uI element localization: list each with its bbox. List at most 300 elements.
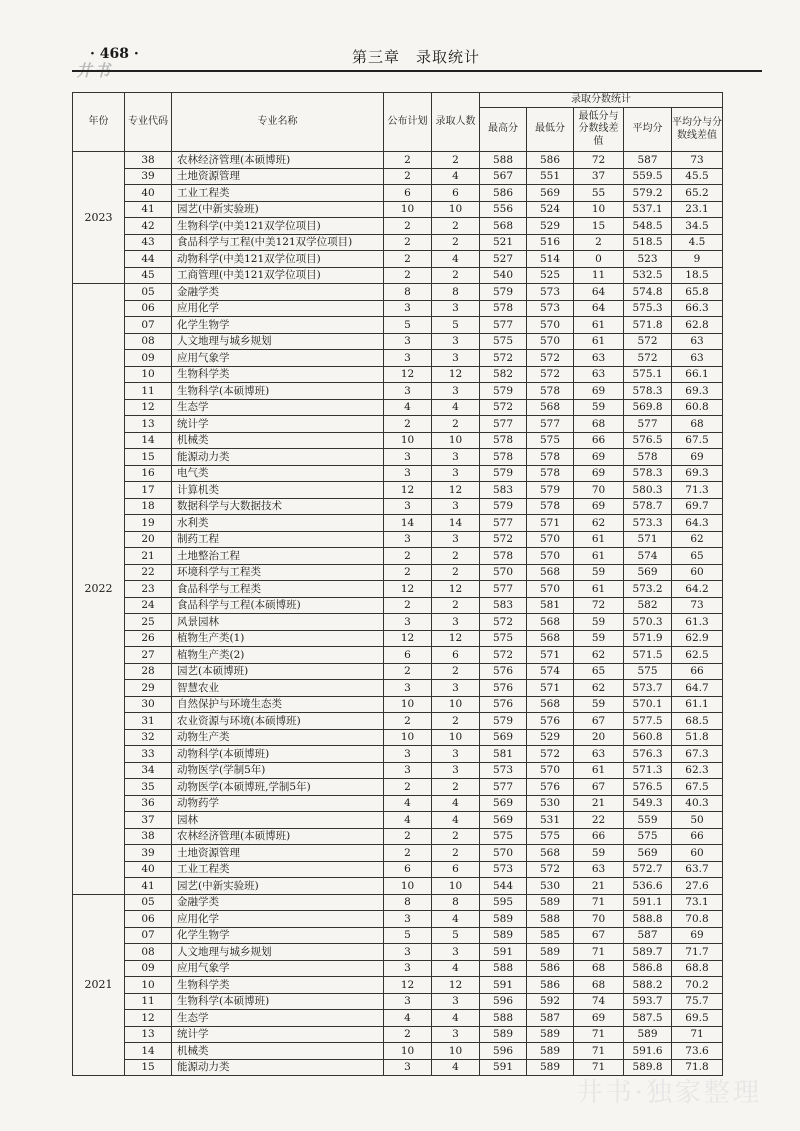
plan-cell: 2 [384,251,432,268]
plan-cell: 3 [384,449,432,466]
table-header [73,93,723,152]
code-cell: 38 [125,828,172,845]
min-diff-cell: 72 [574,152,624,169]
plan-cell: 2 [384,828,432,845]
min-diff-cell: 59 [574,614,624,631]
min-cell: 571 [527,647,574,664]
admitted-cell: 3 [432,333,480,350]
avg-diff-cell: 63 [672,333,723,350]
code-cell: 14 [125,1043,172,1060]
min-cell: 578 [527,449,574,466]
plan-cell: 6 [384,185,432,202]
admitted-cell: 2 [432,828,480,845]
name-cell: 动物药学 [172,795,384,812]
min-cell: 568 [527,696,574,713]
table-row [73,284,723,301]
name-cell: 农林经济管理(本硕博班) [172,828,384,845]
max-cell: 577 [480,779,527,796]
header-admitted: 录取人数 [432,93,480,152]
table-row [73,185,723,202]
name-cell: 动物医学(本硕博班,学制5年) [172,779,384,796]
min-diff-cell: 71 [574,894,624,911]
max-cell: 576 [480,663,527,680]
avg-cell: 593.7 [624,993,672,1010]
avg-diff-cell: 69 [672,449,723,466]
admitted-cell: 2 [432,218,480,235]
min-diff-cell: 64 [574,300,624,317]
name-cell: 自然保护与环境生态类 [172,696,384,713]
header-max: 最高分 [480,108,527,152]
plan-cell: 10 [384,201,432,218]
table-row [73,251,723,268]
avg-cell: 573.3 [624,515,672,532]
admitted-cell: 5 [432,927,480,944]
min-cell: 586 [527,960,574,977]
max-cell: 569 [480,812,527,829]
max-cell: 589 [480,911,527,928]
header-avg-diff: 平均分与分数线差值 [672,108,723,152]
min-diff-cell: 63 [574,366,624,383]
name-cell: 人文地理与城乡规划 [172,333,384,350]
page-number: · 468 · [90,46,139,62]
name-cell: 土地资源管理 [172,168,384,185]
table-row [73,531,723,548]
max-cell: 575 [480,828,527,845]
table-row [73,432,723,449]
name-cell: 应用气象学 [172,350,384,367]
code-cell: 17 [125,482,172,499]
admitted-cell: 2 [432,267,480,284]
table-row [73,399,723,416]
name-cell: 生物科学(本硕博班) [172,383,384,400]
name-cell: 应用气象学 [172,960,384,977]
min-diff-cell: 69 [574,465,624,482]
name-cell: 植物生产类(2) [172,647,384,664]
code-cell: 11 [125,383,172,400]
plan-cell: 10 [384,878,432,895]
min-cell: 572 [527,350,574,367]
table-row [73,1026,723,1043]
plan-cell: 3 [384,746,432,763]
table-row [73,597,723,614]
avg-cell: 578.7 [624,498,672,515]
min-diff-cell: 59 [574,630,624,647]
min-cell: 530 [527,878,574,895]
code-cell: 39 [125,845,172,862]
admitted-cell: 6 [432,861,480,878]
avg-diff-cell: 70.8 [672,911,723,928]
code-cell: 18 [125,498,172,515]
plan-cell: 2 [384,1026,432,1043]
min-cell: 514 [527,251,574,268]
min-diff-cell: 72 [574,597,624,614]
name-cell: 土地整治工程 [172,548,384,565]
name-cell: 能源动力类 [172,1059,384,1076]
avg-diff-cell: 67.5 [672,432,723,449]
watermark-text: 井书·独家整理 [576,1078,762,1108]
admitted-cell: 10 [432,1043,480,1060]
avg-diff-cell: 40.3 [672,795,723,812]
brand-mark: 井书 [76,61,113,80]
plan-cell: 3 [384,614,432,631]
name-cell: 智慧农业 [172,680,384,697]
code-cell: 07 [125,317,172,334]
min-cell: 575 [527,828,574,845]
admitted-cell: 3 [432,449,480,466]
admitted-cell: 2 [432,779,480,796]
avg-cell: 576.5 [624,779,672,796]
table-row [73,366,723,383]
table-row [73,944,723,961]
max-cell: 588 [480,960,527,977]
table-row [73,383,723,400]
avg-cell: 591.6 [624,1043,672,1060]
plan-cell: 12 [384,482,432,499]
max-cell: 589 [480,927,527,944]
avg-diff-cell: 69.3 [672,383,723,400]
avg-diff-cell: 66.3 [672,300,723,317]
min-cell: 570 [527,531,574,548]
avg-diff-cell: 70.2 [672,977,723,994]
plan-cell: 2 [384,597,432,614]
max-cell: 579 [480,383,527,400]
code-cell: 16 [125,465,172,482]
min-diff-cell: 61 [574,762,624,779]
min-cell: 586 [527,977,574,994]
min-diff-cell: 62 [574,515,624,532]
name-cell: 园艺(本硕博班) [172,663,384,680]
plan-cell: 2 [384,416,432,433]
admitted-cell: 12 [432,630,480,647]
name-cell: 应用化学 [172,911,384,928]
plan-cell: 8 [384,894,432,911]
code-cell: 15 [125,1059,172,1076]
min-cell: 568 [527,630,574,647]
admitted-cell: 4 [432,251,480,268]
admitted-cell: 3 [432,944,480,961]
avg-cell: 569 [624,564,672,581]
avg-diff-cell: 73 [672,152,723,169]
min-diff-cell: 70 [574,911,624,928]
min-diff-cell: 61 [574,581,624,598]
max-cell: 579 [480,498,527,515]
plan-cell: 10 [384,1043,432,1060]
avg-diff-cell: 68.5 [672,713,723,730]
table-row [73,218,723,235]
table-body [73,152,723,1076]
name-cell: 人文地理与城乡规划 [172,944,384,961]
admitted-cell: 3 [432,383,480,400]
min-cell: 570 [527,317,574,334]
name-cell: 动物生产类 [172,729,384,746]
code-cell: 08 [125,944,172,961]
plan-cell: 3 [384,350,432,367]
avg-diff-cell: 9 [672,251,723,268]
table-row [73,548,723,565]
min-diff-cell: 20 [574,729,624,746]
name-cell: 统计学 [172,416,384,433]
name-cell: 食品科学与工程类 [172,581,384,598]
name-cell: 农林经济管理(本硕博班) [172,152,384,169]
plan-cell: 2 [384,548,432,565]
table-row [73,911,723,928]
min-cell: 572 [527,861,574,878]
avg-diff-cell: 69.3 [672,465,723,482]
avg-diff-cell: 60 [672,564,723,581]
min-diff-cell: 61 [574,333,624,350]
avg-diff-cell: 64.2 [672,581,723,598]
avg-cell: 575 [624,828,672,845]
avg-cell: 582 [624,597,672,614]
table-row [73,614,723,631]
plan-cell: 2 [384,845,432,862]
avg-cell: 572 [624,350,672,367]
name-cell: 能源动力类 [172,449,384,466]
table-row [73,828,723,845]
min-diff-cell: 55 [574,185,624,202]
code-cell: 09 [125,960,172,977]
code-cell: 29 [125,680,172,697]
admitted-cell: 3 [432,350,480,367]
admitted-cell: 10 [432,729,480,746]
plan-cell: 3 [384,498,432,515]
avg-cell: 537.1 [624,201,672,218]
min-diff-cell: 63 [574,746,624,763]
table-row [73,927,723,944]
min-cell: 589 [527,1059,574,1076]
code-cell: 21 [125,548,172,565]
plan-cell: 3 [384,531,432,548]
name-cell: 数据科学与大数据技术 [172,498,384,515]
avg-diff-cell: 64.3 [672,515,723,532]
code-cell: 06 [125,300,172,317]
table-row [73,449,723,466]
min-cell: 568 [527,399,574,416]
admitted-cell: 10 [432,878,480,895]
avg-cell: 559 [624,812,672,829]
min-diff-cell: 71 [574,1026,624,1043]
table-row [73,680,723,697]
page-header [72,0,762,84]
min-diff-cell: 67 [574,779,624,796]
table-row [73,779,723,796]
admission-table-container [72,92,723,1076]
min-diff-cell: 67 [574,927,624,944]
min-cell: 529 [527,218,574,235]
min-cell: 587 [527,1010,574,1027]
admitted-cell: 5 [432,317,480,334]
min-cell: 585 [527,927,574,944]
max-cell: 568 [480,218,527,235]
plan-cell: 3 [384,383,432,400]
code-cell: 12 [125,399,172,416]
min-cell: 581 [527,597,574,614]
code-cell: 36 [125,795,172,812]
code-cell: 26 [125,630,172,647]
min-cell: 529 [527,729,574,746]
min-diff-cell: 59 [574,399,624,416]
admitted-cell: 2 [432,845,480,862]
avg-cell: 548.5 [624,218,672,235]
max-cell: 596 [480,993,527,1010]
avg-cell: 569 [624,845,672,862]
avg-cell: 578 [624,449,672,466]
min-diff-cell: 66 [574,828,624,845]
avg-cell: 573.7 [624,680,672,697]
name-cell: 工业工程类 [172,185,384,202]
code-cell: 05 [125,284,172,301]
name-cell: 动物科学(中美121双学位项目) [172,251,384,268]
plan-cell: 4 [384,795,432,812]
max-cell: 572 [480,614,527,631]
avg-cell: 587 [624,927,672,944]
min-cell: 524 [527,201,574,218]
avg-cell: 589.8 [624,1059,672,1076]
name-cell: 工商管理(中美121双学位项目) [172,267,384,284]
admitted-cell: 2 [432,597,480,614]
name-cell: 环境科学与工程类 [172,564,384,581]
code-cell: 31 [125,713,172,730]
min-diff-cell: 37 [574,168,624,185]
min-cell: 576 [527,713,574,730]
min-cell: 568 [527,614,574,631]
plan-cell: 12 [384,977,432,994]
admitted-cell: 3 [432,531,480,548]
avg-cell: 518.5 [624,234,672,251]
min-cell: 572 [527,366,574,383]
avg-diff-cell: 18.5 [672,267,723,284]
min-diff-cell: 68 [574,416,624,433]
avg-diff-cell: 45.5 [672,168,723,185]
code-cell: 25 [125,614,172,631]
name-cell: 制药工程 [172,531,384,548]
min-diff-cell: 67 [574,713,624,730]
admitted-cell: 2 [432,152,480,169]
avg-diff-cell: 23.1 [672,201,723,218]
avg-diff-cell: 68.8 [672,960,723,977]
avg-cell: 588.8 [624,911,672,928]
avg-cell: 572.7 [624,861,672,878]
min-cell: 525 [527,267,574,284]
table-row [73,812,723,829]
plan-cell: 5 [384,317,432,334]
name-cell: 风景园林 [172,614,384,631]
max-cell: 577 [480,581,527,598]
name-cell: 园艺(中新实验班) [172,201,384,218]
code-cell: 39 [125,168,172,185]
code-cell: 37 [125,812,172,829]
table-row [73,713,723,730]
avg-cell: 574 [624,548,672,565]
admitted-cell: 4 [432,911,480,928]
chapter-title: 第三章 录取统计 [352,48,481,66]
admitted-cell: 8 [432,894,480,911]
max-cell: 579 [480,713,527,730]
name-cell: 统计学 [172,1026,384,1043]
min-diff-cell: 62 [574,680,624,697]
plan-cell: 2 [384,218,432,235]
name-cell: 园艺(中新实验班) [172,878,384,895]
avg-cell: 574.8 [624,284,672,301]
name-cell: 动物医学(学制5年) [172,762,384,779]
code-cell: 41 [125,878,172,895]
year-cell: 2023 [73,152,125,284]
admitted-cell: 2 [432,416,480,433]
min-cell: 572 [527,746,574,763]
plan-cell: 2 [384,564,432,581]
avg-diff-cell: 62.8 [672,317,723,334]
plan-cell: 2 [384,234,432,251]
max-cell: 591 [480,1059,527,1076]
table-row [73,663,723,680]
min-diff-cell: 69 [574,449,624,466]
name-cell: 生物科学类 [172,366,384,383]
code-cell: 19 [125,515,172,532]
avg-cell: 571.8 [624,317,672,334]
avg-diff-cell: 4.5 [672,234,723,251]
name-cell: 生物科学(中美121双学位项目) [172,218,384,235]
avg-cell: 577.5 [624,713,672,730]
avg-diff-cell: 66.1 [672,366,723,383]
plan-cell: 4 [384,812,432,829]
code-cell: 08 [125,333,172,350]
plan-cell: 3 [384,762,432,779]
avg-diff-cell: 65 [672,548,723,565]
min-diff-cell: 63 [574,861,624,878]
avg-cell: 587 [624,152,672,169]
admitted-cell: 2 [432,234,480,251]
avg-cell: 572 [624,333,672,350]
avg-cell: 523 [624,251,672,268]
code-cell: 12 [125,1010,172,1027]
max-cell: 573 [480,762,527,779]
min-diff-cell: 66 [574,432,624,449]
name-cell: 植物生产类(1) [172,630,384,647]
avg-cell: 571 [624,531,672,548]
code-cell: 33 [125,746,172,763]
min-cell: 574 [527,663,574,680]
admitted-cell: 3 [432,993,480,1010]
admitted-cell: 3 [432,614,480,631]
table-row [73,498,723,515]
header-year: 年份 [73,93,125,152]
max-cell: 581 [480,746,527,763]
min-diff-cell: 63 [574,350,624,367]
plan-cell: 3 [384,993,432,1010]
name-cell: 生物科学类 [172,977,384,994]
name-cell: 土地资源管理 [172,845,384,862]
code-cell: 13 [125,416,172,433]
code-cell: 14 [125,432,172,449]
avg-diff-cell: 69 [672,927,723,944]
avg-diff-cell: 67.3 [672,746,723,763]
table-row [73,894,723,911]
min-cell: 569 [527,185,574,202]
avg-diff-cell: 66 [672,663,723,680]
plan-cell: 4 [384,399,432,416]
code-cell: 20 [125,531,172,548]
max-cell: 540 [480,267,527,284]
admission-statistics-table [72,92,723,1076]
plan-cell: 6 [384,647,432,664]
code-cell: 09 [125,350,172,367]
plan-cell: 12 [384,630,432,647]
avg-diff-cell: 75.7 [672,993,723,1010]
code-cell: 23 [125,581,172,598]
code-cell: 07 [125,927,172,944]
plan-cell: 12 [384,581,432,598]
plan-cell: 10 [384,729,432,746]
